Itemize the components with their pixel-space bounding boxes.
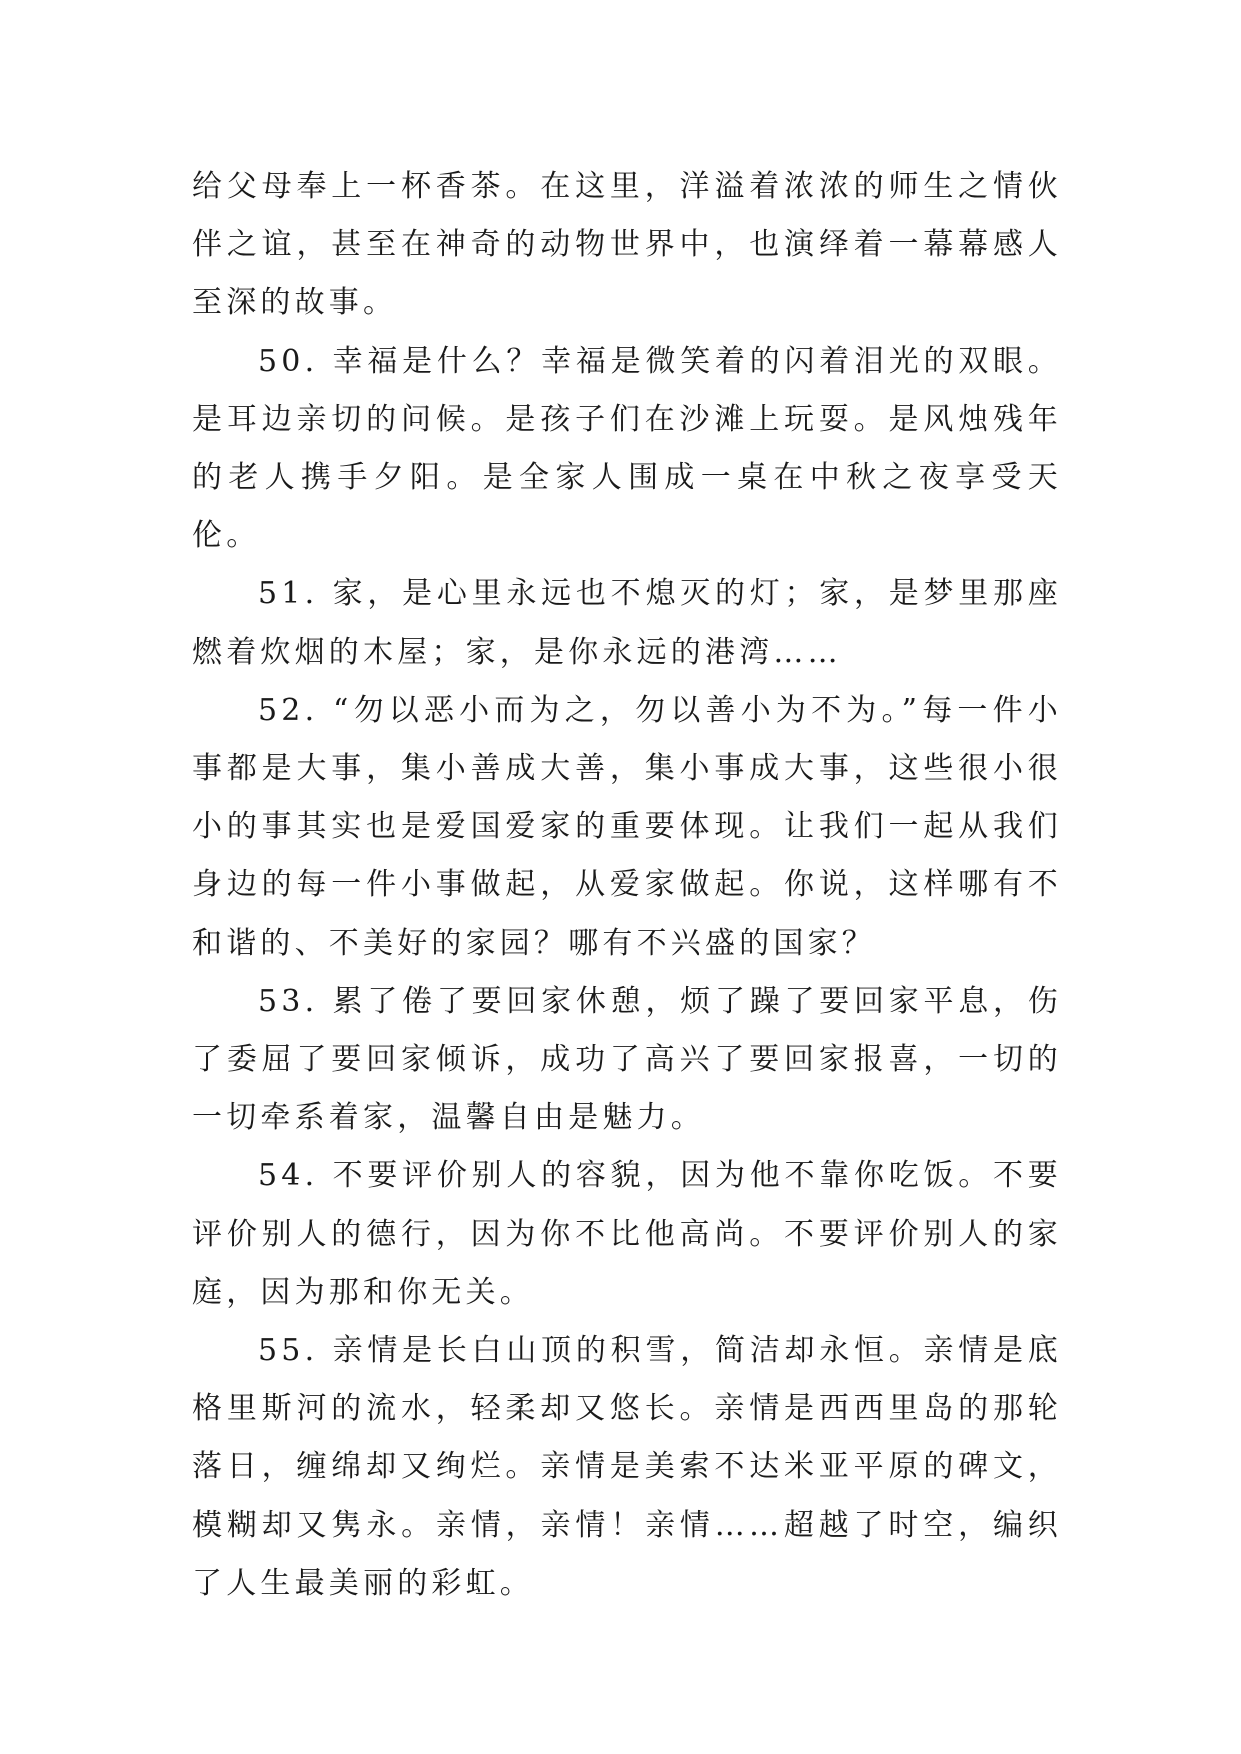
paragraph-text: 不要评价别人的容貌，因为他不靠你吃饭。不要评价别人的德行，因为你不比他高尚。不要评价别人的家庭，因为那和你无关。 [192, 1158, 1062, 1310]
paragraph-text: 家，是心里永远也不熄灭的灯；家，是梦里那座燃着炊烟的木屋；家，是你永远的港湾…… [192, 576, 1062, 670]
paragraph-number: 53. [258, 983, 319, 1019]
paragraph-54 [192, 1147, 1062, 1322]
paragraph-53 [192, 973, 1062, 1148]
paragraph-number: 50. [258, 343, 319, 379]
paragraph-51 [192, 565, 1062, 681]
paragraph-text: 亲情是长白山顶的积雪，简洁却永恒。亲情是底格里斯河的流水，轻柔却又悠长。亲情是西西里岛的那轮落日，缠绵却又绚烂。亲情是美索不达米亚平原的碑文，模糊却又隽永。亲情，亲情！亲情……超越了时空，编织了人生最美丽的彩虹。 [192, 1333, 1062, 1601]
paragraph-text: 幸福是什么？幸福是微笑着的闪着泪光的双眼。是耳边亲切的问候。是孩子们在沙滩上玩耍。是风烛残年的老人携手夕阳。是全家人围成一桌在中秋之夜享受天伦。 [192, 343, 1062, 554]
paragraph-number: 55. [258, 1333, 319, 1369]
paragraph-50 [192, 333, 1062, 566]
paragraph-number: 54. [258, 1158, 319, 1194]
paragraph-52 [192, 682, 1062, 973]
paragraph-continued [192, 158, 1062, 333]
paragraph-number: 52. [258, 692, 319, 728]
paragraph-text: “勿以恶小而为之，勿以善小为不为。”每一件小事都是大事，集小善成大善，集小事成大事，这些很小很小的事其实也是爱国爱家的重要体现。让我们一起从我们身边的每一件小事做起，从爱家做起。你说，这样哪有不和谐的、不美好的家园？哪有不兴盛的国家？ [192, 692, 1062, 961]
paragraph-text: 给父母奉上一杯香茶。在这里，洋溢着浓浓的师生之情伙伴之谊，甚至在神奇的动物世界中，也演绎着一幕幕感人至深的故事。 [192, 169, 1062, 321]
paragraph-number: 51. [258, 576, 319, 612]
body-text [192, 158, 1062, 1613]
paragraph-55 [192, 1322, 1062, 1613]
paragraph-text: 累了倦了要回家休憩，烦了躁了要回家平息，伤了委屈了要回家倾诉，成功了高兴了要回家报喜，一切的一切牵系着家，温馨自由是魅力。 [192, 983, 1062, 1136]
